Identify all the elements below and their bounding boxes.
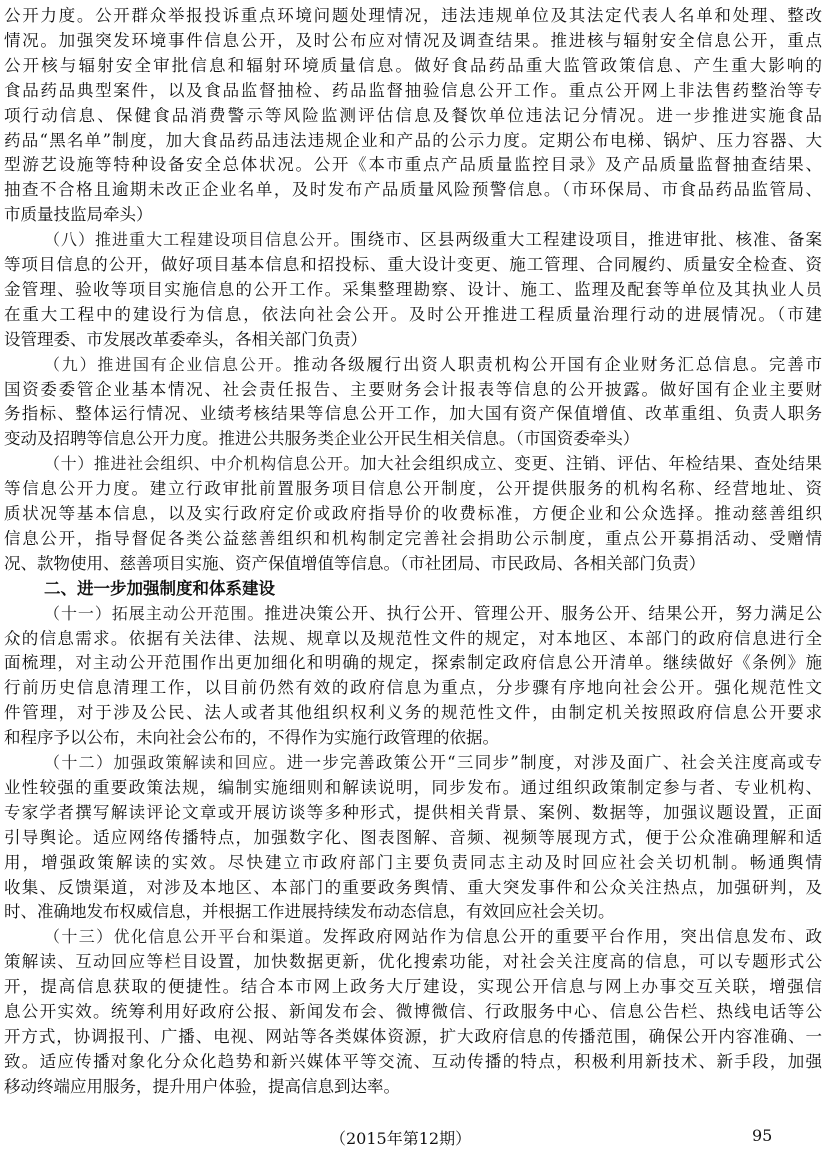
text-line	[4, 476, 822, 501]
text-line	[4, 974, 822, 999]
text-line	[4, 775, 822, 800]
paragraph-title: （八）推进重大工程建设项目信息公开。	[44, 230, 351, 250]
text-line	[4, 1074, 822, 1099]
paragraph-text: 息公开实效。统筹利用好政府公报、新闻发布会、微博微信、行政服务中心、信息公告栏、热线电话等公	[4, 1002, 822, 1021]
text-line	[4, 650, 822, 675]
text-line	[4, 103, 822, 128]
footer-issue: （2015年第12期）	[330, 1129, 472, 1148]
paragraph-text: 面梳理，对主动公开范围作出更加细化和明确的规定，探索制定政府信息公开清单。继续做好《条例》施	[4, 653, 822, 673]
paragraph-text: 型游艺设施等特种设备安全总体状况。公开《本市重点产品质量监控目录》及产品质量监督抽查结果、	[4, 155, 822, 175]
paragraph-text: 件管理，对于涉及公民、法人或者其他组织权利义务的规范性文件，由制定机关按照政府信息公开要求	[4, 703, 822, 723]
text-line	[44, 227, 822, 252]
text-line	[4, 800, 822, 825]
paragraph-text: 情况。加强突发环境事件信息公开，及时公布应对情况及调查结果。推进核与辐射安全信息公开，重点	[4, 30, 822, 50]
text-line	[4, 252, 822, 277]
paragraph-text: 药品“黑名单”制度，加大食品药品违法违规企业和产品的公示力度。定期公布电梯、锅炉、压力容器、大	[4, 130, 822, 150]
paragraph-text: 等项目信息的公开，做好项目基本信息和招投标、重大设计变更、施工管理、合同履约、质量安全检查、资	[4, 255, 822, 274]
text-line	[4, 302, 822, 327]
paragraph-text: 开，提高信息获取的便捷性。结合本市网上政务大厅建设，实现公开信息与网上办事交互关联，增强信	[4, 977, 822, 997]
paragraph-text: 行前历史信息清理工作，以目前仍然有效的政府信息为重点，分步骤有序地向社会公开。强化规范性文	[4, 678, 822, 698]
paragraph-text: 变动及招聘等信息公开力度。推进公共服务类企业公开民生相关信息。（市国资委牵头）	[4, 429, 640, 449]
paragraph-text: 在重大工程中的建设行为信息，依法向社会公开。及时公开推进工程质量治理行动的进展情况。（市建	[4, 304, 822, 324]
text-line	[4, 899, 822, 924]
paragraph-text: 众的信息需求。依据有关法律、法规、规章以及规范性文件的规定，对本地区、本部门的政府信息进行全	[4, 628, 822, 648]
text-line	[4, 526, 822, 551]
paragraph-title: （十二）加强政策解读和回应。	[44, 753, 287, 772]
paragraph-title: （十一）拓展主动公开范围。	[44, 603, 265, 623]
page-number: 95	[752, 1126, 773, 1145]
paragraph-text: 发挥政府网站作为信息公开的重要平台作用，突出信息发布、政	[322, 927, 822, 947]
text-line	[4, 1024, 822, 1049]
paragraph-title: （十三）优化信息公开平台和渠道。	[44, 927, 323, 947]
paragraph-text: 策解读、互动回应等栏目设置，加快数据更新，优化搜索功能，对社会关注度高的信息，可以专题形式公	[4, 952, 822, 972]
paragraph-text: 用，增强政策解读的实效。尽快建立市政府部门主要负责同志主动及时回应社会关切机制。畅通舆情	[4, 852, 822, 872]
paragraph-text: 开方式，协调报刊、广播、电视、网站等各类媒体资源，扩大政府信息的传播范围，确保公开内容准确、一	[4, 1026, 822, 1046]
paragraph-text: 围绕市、区县两级重大工程建设项目，推进审批、核准、备案	[350, 230, 822, 250]
paragraph-text: 公开核与辐射安全审批信息和辐射环境质量信息。做好食品药品重大监管政策信息、产生重大影响的	[4, 55, 822, 75]
paragraph-text: 设管理委、市发展改革委牵头，各相关部门负责）	[4, 329, 367, 349]
paragraph-text: 专家学者撰写解读评论文章或开展访谈等多种形式，提供相关背景、案例、数据等，加强议题设置，正面	[4, 802, 822, 822]
text-line	[4, 850, 822, 875]
paragraph-text: 推动各级履行出资人职责机构公开国有企业财务汇总信息。完善市	[293, 354, 822, 374]
paragraph-text: 况、款物使用、慈善项目实施、资产保值增值等信息。（市社团局、市民政局、各相关部门负责）	[4, 553, 706, 573]
text-line	[4, 177, 822, 202]
text-line	[4, 501, 822, 526]
text-line	[4, 725, 822, 750]
text-line	[4, 53, 822, 78]
text-line	[4, 1049, 822, 1074]
text-line	[44, 451, 822, 476]
paragraph-title: （十）推进社会组织、中介机构信息公开。	[44, 454, 361, 474]
paragraph-text: 时、准确地发布权威信息，并根据工作进展持续发布动态信息，有效回应社会关切。	[4, 902, 615, 922]
text-line	[4, 28, 822, 53]
text-line	[4, 825, 822, 850]
text-line	[44, 750, 822, 775]
paragraph-text: 金管理、验收等项目实施信息的公开工作。采集整理勘察、设计、施工、监理及配套等单位及其执业人员	[4, 279, 822, 299]
paragraph-text: 移动终端应用服务，提升用户体验，提高信息到达率。	[4, 1076, 400, 1096]
paragraph-text: 质状况等基本信息，以及实行政府定价或政府指导价的收费标准，方便企业和公众选择。推动慈善组织	[4, 504, 822, 523]
text-line	[4, 401, 822, 426]
paragraph-text: 市质量技监局牵头）	[4, 205, 153, 225]
paragraph-text: 等信息公开力度。建立行政审批前置服务项目信息公开制度，公开提供服务的机构名称、经营地址、资	[4, 479, 822, 499]
text-line	[4, 675, 822, 700]
paragraph-text: 进一步完善政策公开“三同步”制度，对涉及面广、社会关注度高或专	[286, 753, 822, 772]
text-line	[44, 924, 822, 949]
paragraph-text: 国资委委管企业基本情况、社会责任报告、主要财务会计报表等信息的公开披露。做好国有企业主要财	[4, 379, 822, 399]
text-line	[4, 327, 822, 352]
text-line	[44, 601, 822, 626]
paragraph-text: 信息公开，指导督促各类公益慈善组织和机构制定完善社会捐助公示制度，重点公开募捐活动、受赠情	[4, 528, 822, 548]
text-line	[4, 277, 822, 302]
paragraph-text: 致。适应传播对象化分众化趋势和新兴媒体平等交流、互动传播的特点，积极利用新技术、新手段，加强	[4, 1051, 822, 1071]
text-line	[4, 626, 822, 651]
section-heading: 二、进一步加强制度和体系建设	[44, 578, 275, 598]
text-line	[4, 152, 822, 177]
text-line	[4, 700, 822, 725]
text-line	[4, 3, 822, 28]
paragraph-text: 抽查不合格且逾期未改正企业名单，及时发布产品质量风险预警信息。（市环保局、市食品药品监管局、	[4, 180, 822, 200]
text-line	[4, 949, 822, 974]
text-line	[44, 352, 822, 377]
paragraph-title: （九）推进国有企业信息公开。	[44, 354, 294, 374]
text-line	[4, 551, 822, 576]
text-line	[4, 78, 822, 103]
paragraph-text: 项行动信息、保健食品消费警示等风险监测评估信息及餐饮单位违法记分情况。进一步推进实施食品	[4, 105, 822, 125]
text-line	[4, 999, 822, 1024]
paragraph-text: 推进决策公开、执行公开、管理公开、服务公开、结果公开，努力满足公	[264, 603, 822, 623]
text-line	[4, 875, 822, 900]
paragraph-text: 收集、反馈渠道，对涉及本地区、本部门的重要政务舆情、重大突发事件和公众关注热点，加强研判，及	[4, 877, 822, 897]
paragraph-text: 公开力度。公开群众举报投诉重点环境问题处理情况，违法违规单位及其法定代表人名单和处理、整改	[4, 6, 822, 25]
paragraph-text: 加大社会组织成立、变更、注销、评估、年检结果、查处结果	[360, 454, 822, 474]
paragraph-text: 业性较强的重要政策法规，编制实施细则和解读说明，同步发布。通过组织政策制定参与者、专业机构、	[4, 777, 822, 797]
text-line	[4, 202, 822, 227]
text-line	[4, 377, 822, 402]
text-line	[4, 128, 822, 153]
paragraph-text: 和程序予以公布，未向社会公布的，不得作为实施行政管理的依据。	[4, 728, 499, 748]
paragraph-text: 引导舆论。适应网络传播特点，加强数字化、图表图解、音频、视频等展现方式，便于公众准确理解和适	[4, 827, 822, 847]
text-line	[4, 426, 822, 451]
paragraph-text: 务指标、整体运行情况、业绩考核结果等信息公开工作，加大国有资产保值增值、改革重组、负责人职务	[4, 404, 822, 424]
paragraph-text: 食品药品典型案件，以及食品监督抽检、药品监督抽验信息公开工作。重点公开网上非法售药整治等专	[4, 80, 822, 100]
